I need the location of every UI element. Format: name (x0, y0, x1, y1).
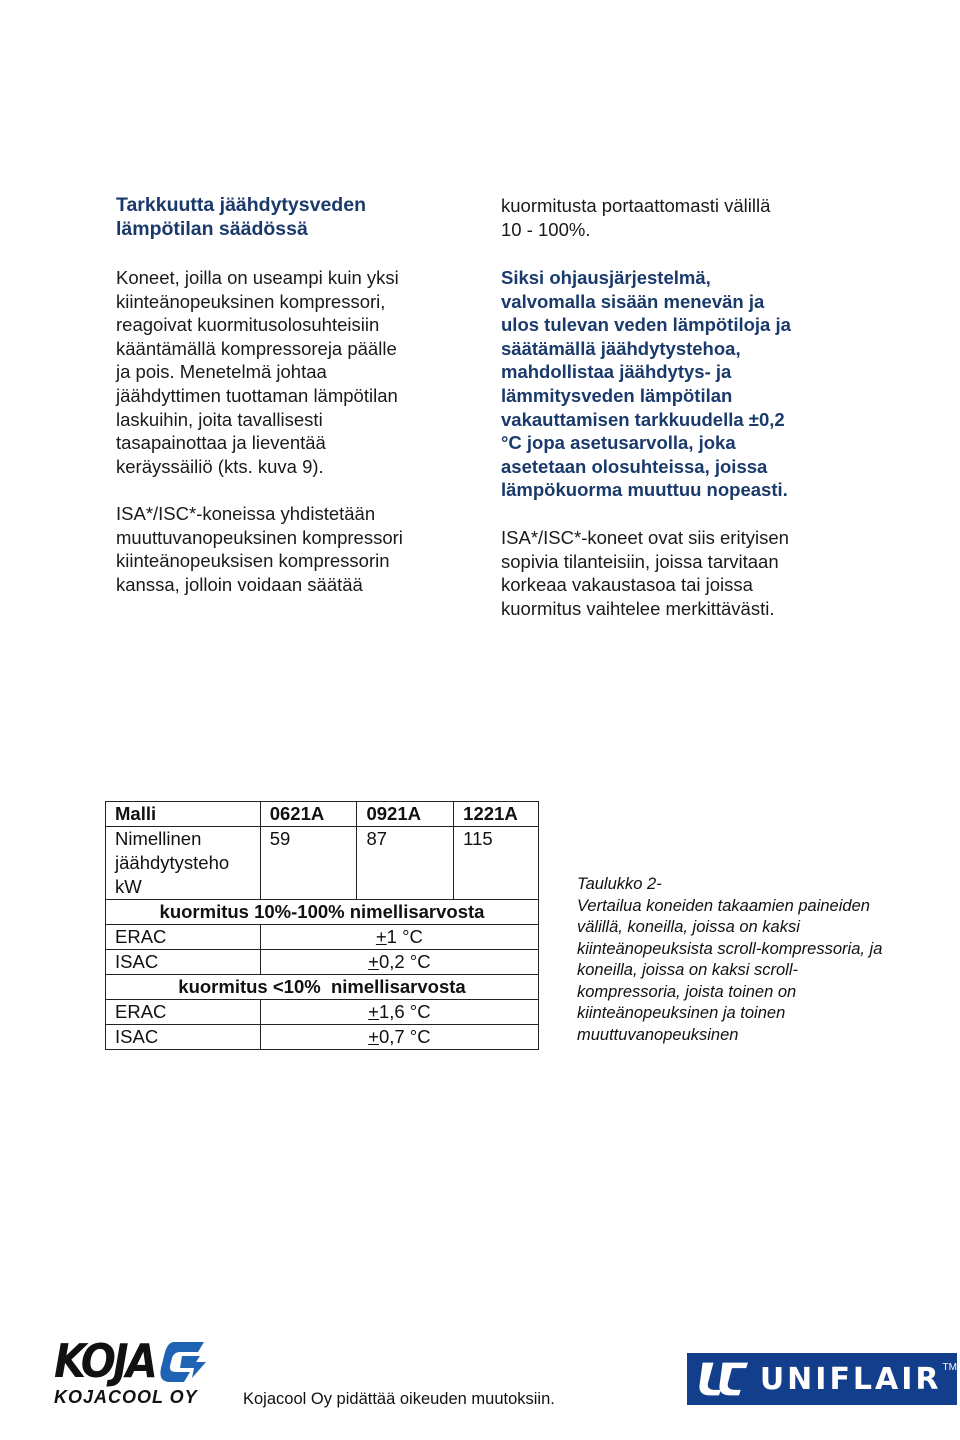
text-line: kiinteänopeuksinen kompressori, (116, 290, 386, 312)
table-row (106, 950, 539, 975)
plus-minus-sign: + (368, 1026, 379, 1047)
caption-line: Taulukko 2- (577, 875, 662, 893)
text-line: valvomalla sisään menevän ja (501, 290, 765, 312)
text-line: kuormitusta portaattomasti välillä (501, 195, 771, 216)
koja-arrow-icon (160, 1338, 212, 1388)
text-line: asetetaan olosuhteissa, joissa (501, 455, 768, 477)
heading-line-2: lämpötilan säädössä (116, 218, 308, 240)
text-line: ja pois. Menetelmä johtaa (116, 361, 327, 383)
section-heading (116, 193, 456, 241)
text-line: tasapainottaa ja lieventää (116, 432, 326, 454)
right-paragraph-highlight (501, 266, 791, 502)
table-cell: 115 (454, 827, 539, 900)
tolerance-cell (260, 925, 538, 950)
left-paragraph-1 (116, 266, 399, 478)
text-line: kiinteänopeuksisen kompressorin (116, 550, 390, 572)
heading-line-1: Tarkkuutta jäähdytysveden (116, 194, 366, 216)
table-row (106, 827, 539, 900)
table-header-cell: 0921A (357, 802, 454, 827)
right-paragraph-1 (501, 194, 770, 241)
capacity-label-line: Nimellinen (115, 828, 202, 849)
capacity-label-line: kW (115, 876, 142, 897)
footer-note: Kojacool Oy pidättää oikeuden muutoksiin. (243, 1390, 555, 1408)
text-line: lämmitysveden lämpötilan (501, 384, 733, 406)
text-line: kanssa, jolloin voidaan säätää (116, 573, 363, 595)
text-line: muuttuvanopeuksinen kompressori (116, 526, 403, 548)
text-line: korkeaa vakaustasoa tai joissa (501, 574, 753, 596)
table-cell: 87 (357, 827, 454, 900)
text-line: laskuihin, joita tavallisesti (116, 408, 323, 430)
text-line: kääntämällä kompressoreja päälle (116, 337, 397, 359)
right-paragraph-3 (501, 526, 789, 620)
tolerance-cell (260, 1025, 538, 1050)
trademark-mark: TM (942, 1362, 957, 1373)
tolerance-value: 0,7 °C (378, 1026, 431, 1047)
caption-line: välillä, koneilla, joissa on kaksi (577, 918, 800, 936)
tolerance-cell (260, 1000, 538, 1025)
table-cell: ISAC (106, 950, 261, 975)
table-cell: ISAC (106, 1025, 261, 1050)
table-header-cell: 1221A (454, 802, 539, 827)
uniflair-wordmark: UNIFLAIR (759, 1361, 942, 1397)
text-line: vakauttamisen tarkkuudella ±0,2 (501, 408, 785, 430)
text-line: 10 - 100%. (501, 218, 591, 240)
text-line: jäähdyttimen tuottaman lämpötilan (116, 384, 398, 406)
text-line: mahdollistaa jäähdytys- ja (501, 361, 732, 383)
table-section-label: kuormitus 10%-100% nimellisarvosta (106, 900, 539, 925)
caption-line: kiinteänopeuksinen ja toinen (577, 1004, 786, 1022)
text-line: kuormitus vaihtelee merkittävästi. (501, 597, 775, 619)
text-line: Siksi ohjausjärjestelmä, (501, 267, 711, 288)
table-cell: ERAC (106, 1000, 261, 1025)
plus-minus-sign: + (368, 951, 379, 972)
capacity-label-line: jäähdytysteho (115, 852, 230, 873)
text-line: ISA*/ISC*-koneissa yhdistetään (116, 503, 376, 524)
koja-company-name: KOJACOOL OY (54, 1387, 198, 1407)
caption-line: Vertailua koneiden takaamien paineiden (577, 896, 870, 915)
table-cell: ERAC (106, 925, 261, 950)
tolerance-value: 1 °C (386, 926, 423, 947)
table-row (106, 925, 539, 950)
tolerance-value: 0,2 °C (378, 951, 431, 972)
plus-minus-sign: + (368, 1001, 379, 1022)
text-line: ISA*/ISC*-koneet ovat siis erityisen (501, 527, 789, 548)
koja-logo-wordmark: KOJA (54, 1334, 156, 1388)
uniflair-emblem-icon (699, 1359, 750, 1399)
uniflair-logo (687, 1353, 957, 1405)
caption-line: muuttuvanopeuksinen (577, 1025, 739, 1044)
caption-line: kompressoria, joista toinen on (577, 982, 797, 1001)
table-section-row (106, 975, 539, 1000)
text-line: säätämällä jäähdytystehoa, (501, 337, 741, 359)
caption-line: koneilla, joissa on kaksi scroll- (577, 961, 799, 979)
table-header-cell: Malli (106, 802, 261, 827)
table-row (106, 1000, 539, 1025)
text-line: °C jopa asetusarvolla, joka (501, 432, 736, 454)
tolerance-value: 1,6 °C (378, 1001, 431, 1022)
capacity-label-cell (106, 827, 261, 900)
plus-minus-sign: + (375, 926, 387, 947)
koja-logo (50, 1334, 220, 1414)
left-paragraph-2 (116, 502, 403, 596)
comparison-table (105, 801, 539, 1050)
table-cell: 59 (260, 827, 357, 900)
text-line: lämpökuorma muuttuu nopeasti. (501, 479, 788, 501)
text-line: Koneet, joilla on useampi kuin yksi (116, 267, 399, 288)
text-line: reagoivat kuormitusolosuhteisiin (116, 314, 380, 336)
table-caption (577, 874, 947, 1046)
table-header-cell: 0621A (260, 802, 357, 827)
table-section-label: kuormitus <10% nimellisarvosta (106, 975, 539, 1000)
table-row (106, 1025, 539, 1050)
table-section-row (106, 900, 539, 925)
caption-line: kiinteänopeuksista scroll-kompressoria, ja (577, 939, 883, 958)
text-line: sopivia tilanteisiin, joissa tarvitaan (501, 550, 779, 572)
tolerance-cell (260, 950, 538, 975)
table-header-row (106, 802, 539, 827)
text-line: ulos tulevan veden lämpötiloja ja (501, 314, 791, 336)
text-line: keräyssäiliö (kts. kuva 9). (116, 455, 324, 477)
